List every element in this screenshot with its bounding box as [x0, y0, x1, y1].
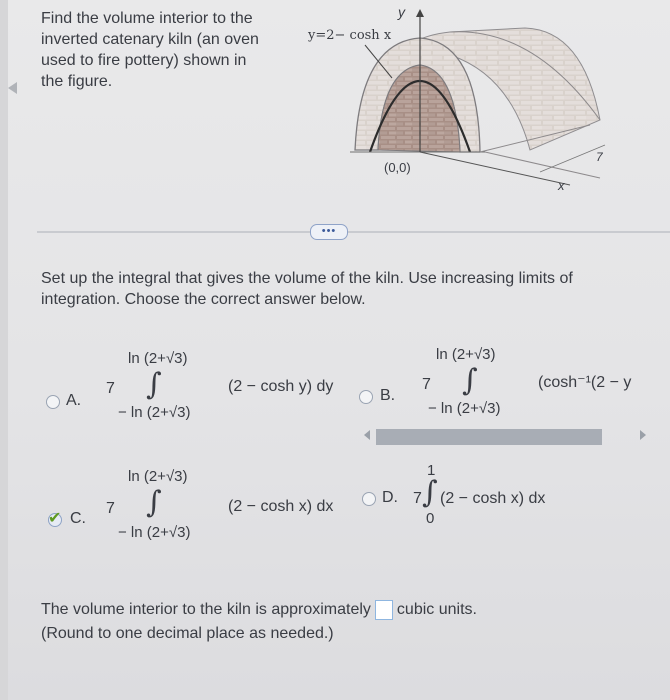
option-b-coefficient: 7: [422, 376, 431, 393]
option-b-radio[interactable]: [359, 390, 373, 404]
option-a-letter: A.: [66, 392, 82, 409]
instruction-text: Set up the integral that gives the volume of the kiln. Use increasing limits of integration. Choose the correct answer below.: [41, 270, 573, 308]
option-b[interactable]: [356, 346, 670, 422]
option-a-radio[interactable]: [46, 395, 60, 409]
option-a-integral-sign: ∫: [146, 367, 162, 402]
option-d-lower-limit: 0: [426, 510, 435, 527]
option-a[interactable]: [42, 350, 362, 428]
section-divider: [37, 231, 670, 233]
origin-label: (0,0): [384, 160, 411, 175]
option-c-upper-limit: ln (2+√3): [128, 468, 188, 485]
option-c-lower-limit: − ln (2+√3): [118, 524, 191, 541]
rounding-note: (Round to one decimal place as needed.): [41, 625, 334, 642]
scroll-left-arrow-icon[interactable]: [364, 430, 370, 440]
answer-prefix: The volume interior to the kiln is approximately: [41, 601, 371, 618]
option-a-upper-limit: ln (2+√3): [128, 350, 188, 367]
option-a-coefficient: 7: [106, 380, 115, 397]
option-b-upper-limit: ln (2+√3): [436, 346, 496, 363]
option-c-coefficient: 7: [106, 500, 115, 517]
answer-suffix: cubic units.: [396, 601, 477, 618]
option-d-integrand: (2 − cosh x) dx: [440, 490, 546, 507]
problem-statement: Find the volume interior to the inverted catenary kiln (an oven used to fire pottery) shown in the figure.: [41, 10, 259, 90]
option-d-letter: D.: [382, 489, 398, 506]
option-c-letter: C.: [70, 510, 86, 527]
y-axis-label: y: [398, 4, 405, 20]
option-d-radio[interactable]: [362, 492, 376, 506]
collapse-arrow-icon[interactable]: [8, 82, 17, 94]
more-options-button[interactable]: •••: [310, 224, 348, 240]
option-b-lower-limit: − ln (2+√3): [428, 400, 501, 417]
answer-section: [41, 598, 661, 646]
x-axis-label: x: [558, 178, 565, 193]
option-d-integral-sign: ∫: [422, 475, 438, 510]
left-edge-strip: [0, 0, 8, 700]
checkmark-icon: ✔: [48, 510, 62, 527]
length-label: 7: [596, 150, 603, 164]
option-a-lower-limit: − ln (2+√3): [118, 404, 191, 421]
option-b-integral-sign: ∫: [462, 363, 478, 398]
option-b-letter: B.: [380, 387, 396, 404]
option-d[interactable]: [356, 464, 666, 534]
volume-answer-input[interactable]: [375, 600, 393, 620]
option-c-integrand: (2 − cosh x) dx: [228, 498, 334, 515]
curve-label: y=2− cosh x: [308, 28, 392, 43]
option-d-coefficient: 7: [413, 490, 422, 507]
option-b-integrand: (cosh⁻¹(2 − y: [538, 374, 632, 391]
option-a-integrand: (2 − cosh y) dy: [228, 378, 334, 395]
scroll-right-arrow-icon[interactable]: [640, 430, 646, 440]
horizontal-scrollbar[interactable]: [376, 429, 602, 445]
option-c[interactable]: [42, 470, 362, 545]
option-c-integral-sign: ∫: [146, 485, 162, 520]
option-d-upper-limit: 1: [427, 462, 436, 479]
kiln-figure: [300, 0, 670, 205]
